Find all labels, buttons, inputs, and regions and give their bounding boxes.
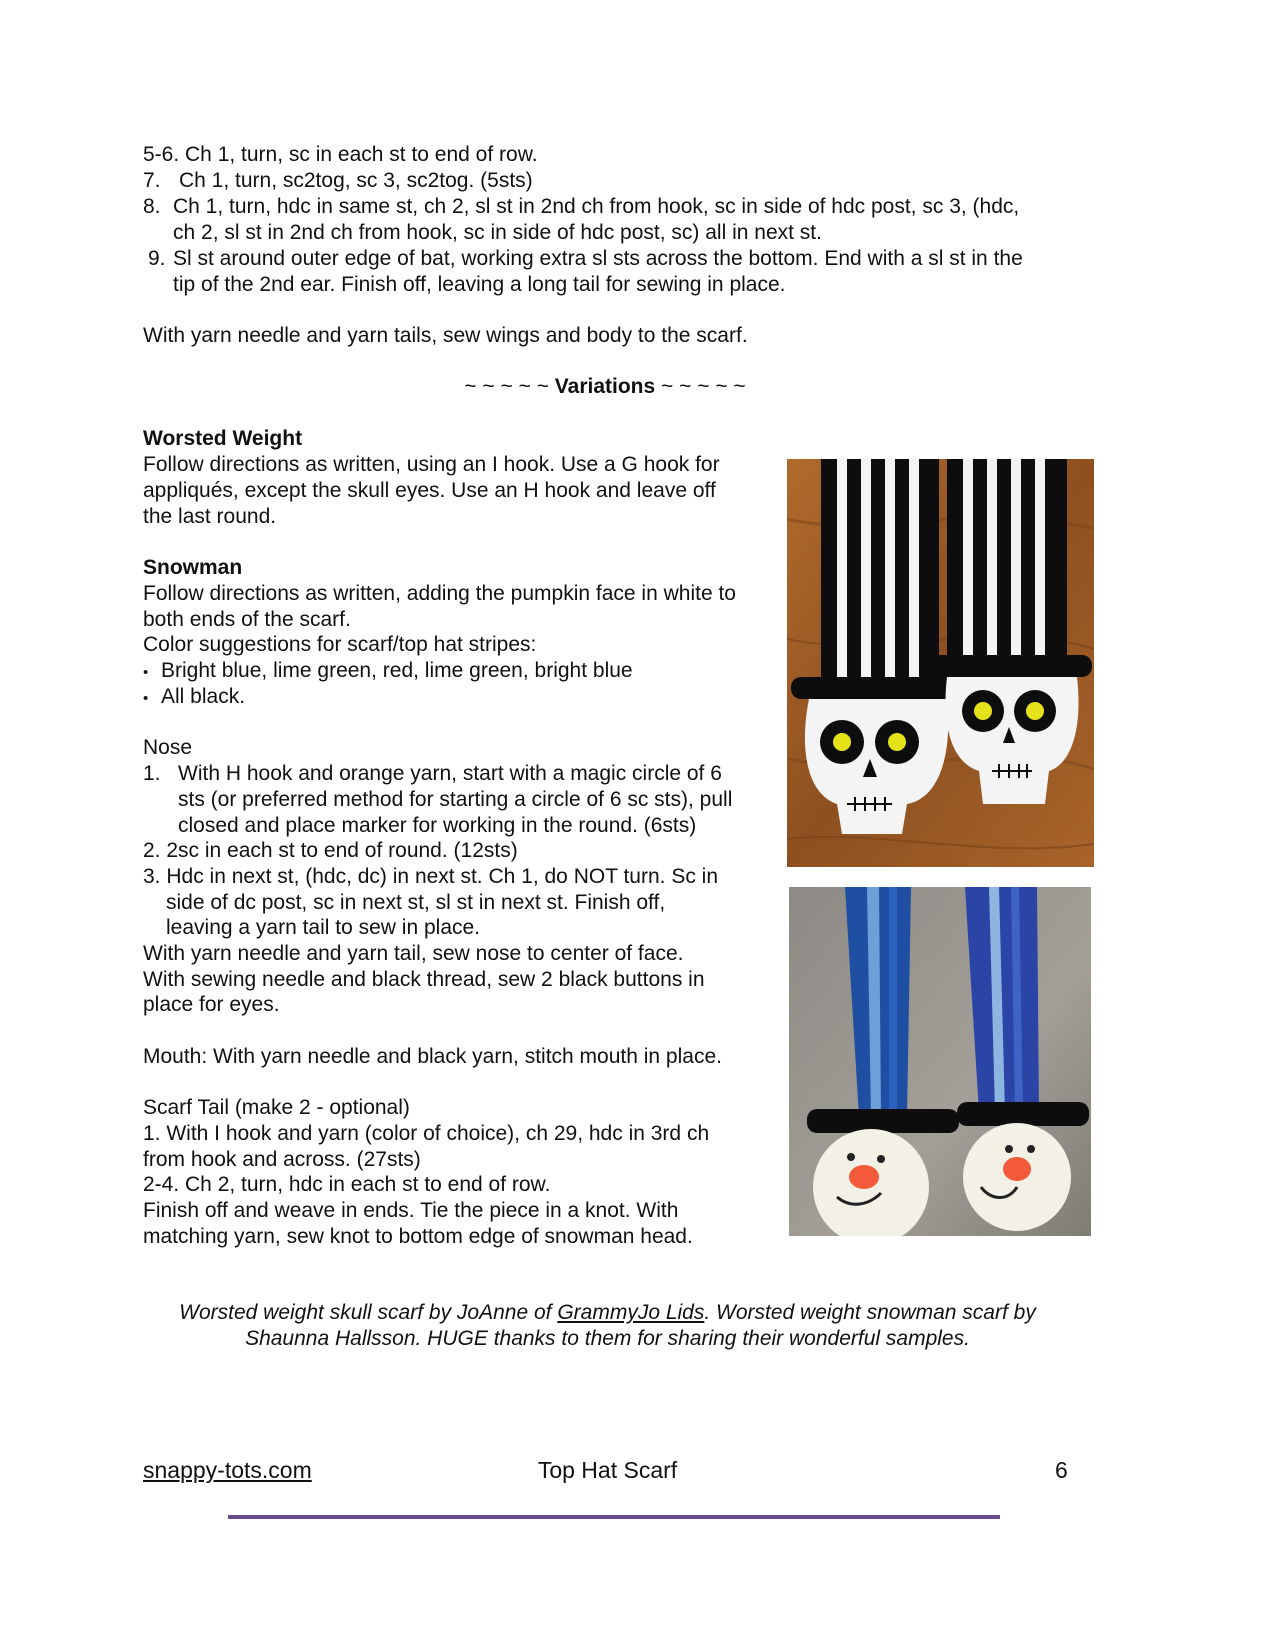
credits-line-2: Shaunna Hallsson. HUGE thanks to them for sharing their wonderful samples. xyxy=(245,1327,970,1350)
step-9 xyxy=(148,246,1023,272)
step-8 xyxy=(143,194,1019,220)
bullet-text: All black. xyxy=(161,685,246,708)
worsted-heading: Worsted Weight xyxy=(143,427,303,450)
nose-step-3-line: 3. Hdc in next st, (hdc, dc) in next st. Ch 1, do NOT turn. Sc in xyxy=(143,865,719,888)
variations-tilde-left: ~ ~ ~ ~ ~ xyxy=(464,375,549,398)
scarf-tail-heading: Scarf Tail (make 2 - optional) xyxy=(143,1096,410,1119)
step-7 xyxy=(143,168,533,194)
footer-divider xyxy=(228,1515,1000,1519)
step-9-text-line1: Sl st around outer edge of bat, working extra sl sts across the bottom. End with a sl st in the xyxy=(173,247,1023,270)
bullet: • xyxy=(143,690,149,707)
snowman-scarf-photo xyxy=(789,887,1091,1236)
step-7-text: Ch 1, turn, sc2tog, sc 3, sc2tog. (5sts) xyxy=(179,169,533,192)
step-7-number: 7. xyxy=(143,169,161,192)
nose-after-line: place for eyes. xyxy=(143,993,280,1016)
scarf-tail-line: 1. With I hook and yarn (color of choice), ch 29, hdc in 3rd ch xyxy=(143,1122,710,1145)
sew-note: With yarn needle and yarn tails, sew wings and body to the scarf. xyxy=(143,324,748,347)
nose-step-1-line: sts (or preferred method for starting a circle of 6 sc sts), pull xyxy=(178,788,733,811)
scarf-tail-line: from hook and across. (27sts) xyxy=(143,1148,421,1171)
scarf-tail-line: 2-4. Ch 2, turn, hdc in each st to end of row. xyxy=(143,1173,551,1196)
scarf-tail-line: Finish off and weave in ends. Tie the piece in a knot. With xyxy=(143,1199,679,1222)
nose-after-line: With yarn needle and yarn tail, sew nose to center of face. xyxy=(143,942,684,965)
credits-line-1 xyxy=(0,1300,1215,1326)
step-9-text-line2: tip of the 2nd ear. Finish off, leaving a long tail for sewing in place. xyxy=(173,273,786,296)
bullet-item xyxy=(143,658,633,686)
footer-site-text[interactable]: snappy-tots.com xyxy=(143,1457,312,1483)
bullet: • xyxy=(143,664,149,681)
footer-title: Top Hat Scarf xyxy=(537,1457,678,1483)
variations-heading xyxy=(0,374,1210,400)
nose-after-line: With sewing needle and black thread, sew 2 black buttons in xyxy=(143,968,705,991)
worsted-line: the last round. xyxy=(143,505,277,528)
snowman-heading: Snowman xyxy=(143,556,243,579)
nose-heading: Nose xyxy=(143,736,193,759)
step-8-number: 8. xyxy=(143,195,161,218)
snowman-scarf-illustration xyxy=(789,887,1091,1236)
bullet-text: Bright blue, lime green, red, lime green, bright blue xyxy=(161,659,633,682)
mouth-instruction: Mouth: With yarn needle and black yarn, stitch mouth in place. xyxy=(143,1045,722,1068)
credits-text: . Worsted weight snowman scarf by xyxy=(704,1301,1036,1324)
credits-text: Worsted weight skull scarf by JoAnne of xyxy=(179,1301,558,1324)
nose-step-3-line: side of dc post, sc in next st, sl st in next st. Finish off, xyxy=(166,891,666,914)
nose-step-3-line: leaving a yarn tail to sew in place. xyxy=(166,916,481,939)
variations-tilde-right: ~ ~ ~ ~ ~ xyxy=(661,375,746,398)
worsted-line: Follow directions as written, using an I hook. Use a G hook for xyxy=(143,453,720,476)
skull-scarf-photo xyxy=(787,459,1094,867)
nose-step-1-number: 1. xyxy=(143,762,161,785)
footer-page-number: 6 xyxy=(1055,1457,1068,1483)
nose-step-1 xyxy=(143,761,722,787)
worsted-line: appliqués, except the skull eyes. Use an H hook and leave off xyxy=(143,479,716,502)
nose-step-2: 2. 2sc in each st to end of round. (12sts) xyxy=(143,839,518,862)
nose-step-1-line: With H hook and orange yarn, start with a magic circle of 6 xyxy=(178,762,722,785)
bullet-item xyxy=(143,684,245,712)
grammyjo-lids-link[interactable]: GrammyJo Lids xyxy=(557,1301,705,1324)
skull-scarf-illustration xyxy=(787,459,1094,867)
variations-title: Variations xyxy=(554,375,656,398)
step-8-text-line2: ch 2, sl st in 2nd ch from hook, sc in side of hdc post, sc) all in next st. xyxy=(173,221,822,244)
step-9-number: 9. xyxy=(148,247,166,270)
scarf-tail-line: matching yarn, sew knot to bottom edge of snowman head. xyxy=(143,1225,693,1248)
snowman-line: both ends of the scarf. xyxy=(143,608,351,631)
snowman-line: Color suggestions for scarf/top hat stripes: xyxy=(143,633,537,656)
step-5-6: 5-6. Ch 1, turn, sc in each st to end of row. xyxy=(143,143,538,166)
snowman-line: Follow directions as written, adding the pumpkin face in white to xyxy=(143,582,736,605)
step-8-text-line1: Ch 1, turn, hdc in same st, ch 2, sl st in 2nd ch from hook, sc in side of hdc post, sc 3, (hdc, xyxy=(173,195,1020,218)
nose-step-1-line: closed and place marker for working in the round. (6sts) xyxy=(178,814,697,837)
